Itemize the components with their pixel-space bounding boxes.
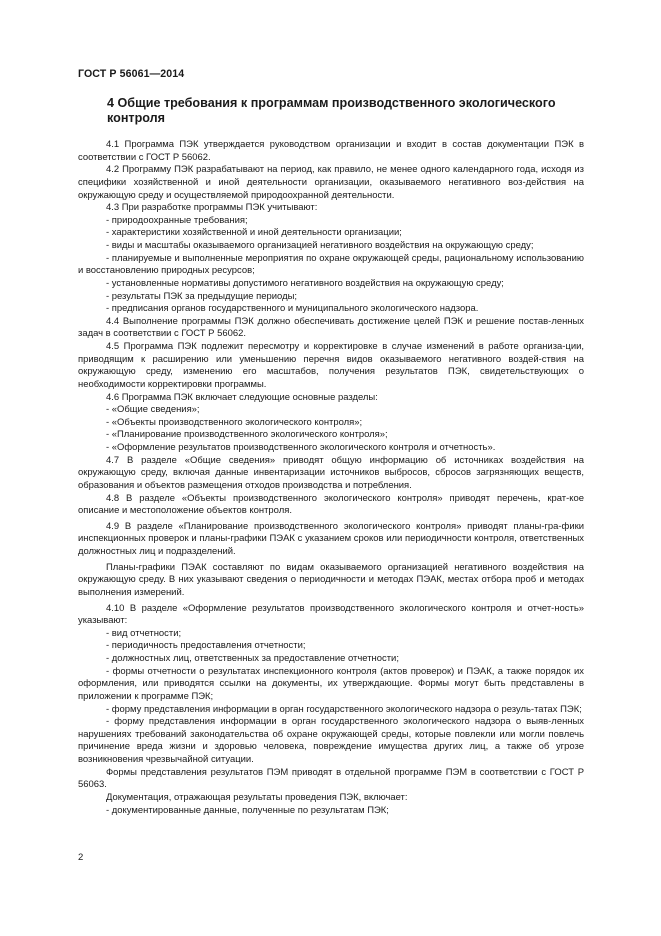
list-item: - планируемые и выполненные мероприятия по охране окружающей среды, рациональному использованию и восстановлению природных ресурсов; <box>78 252 584 277</box>
paragraph-4-2: 4.2 Программу ПЭК разрабатывают на период, как правило, не менее одного календарного года, исходя из специфики хозяйственной и иной деятельности организации, оказываемого негативного воз-действия на окружающую среду и осуществляемой природоохранной деятельности. <box>78 164 584 201</box>
paragraph-4-8: 4.8 В разделе «Объекты производственного экологического контроля» приводят перечень, крат-кое описание и местоположение объектов контроля. <box>78 492 584 517</box>
paragraph-4-9: 4.9 В разделе «Планирование производственного экологического контроля» приводят планы-гра-фики инспекционных проверок и планы-графики ПЭАК с указанием сроков или периодичности контроля, ответственных должностных лиц и подразделений. <box>78 520 584 557</box>
list-item: - формы отчетности о результатах инспекционного контроля (актов проверок) и ПЭАК, а также порядок их оформления, или приводятся ссылки на документы, их утверждающие. Формы могут быть представлены в приложении к программе ПЭК; <box>78 665 584 702</box>
paragraph-4-3: 4.3 При разработке программы ПЭК учитывают: <box>106 202 318 214</box>
list-item: - вид отчетности; <box>106 627 182 639</box>
paragraph-pem-forms: Формы представления результатов ПЭМ приводят в отдельной программе ПЭМ в соответствии с ГОСТ Р 56063. <box>78 766 584 791</box>
paragraph-plans: Планы-графики ПЭАК составляют по видам оказываемого организацией негативного воздействия на окружающую среду. В них указывают сведения о периодичности и методах ПЭАК, местах отбора проб и методах выполнения измерений. <box>78 561 584 598</box>
list-item: - «Общие сведения»; <box>106 404 200 416</box>
list-item: - виды и масштабы оказываемого организацией негативного воздействия на окружающую среду; <box>106 240 534 251</box>
list-item: - форму представления информации в орган государственного экологического надзора о выяв-ленных нарушениях требований законодательства об охране окружающей среды, которые повлекли или могли повлечь причинение вреда жизни и здоровью человека, повреждение имущества других лиц, а также об угрозе возникновения чрезвычайной ситуации. <box>78 716 584 765</box>
paragraph-4-6: 4.6 Программа ПЭК включает следующие основные разделы: <box>106 391 378 403</box>
list-item: - установленные нормативы допустимого негативного воздействия на окружающую среду; <box>106 277 504 289</box>
paragraph-4-7: 4.7 В разделе «Общие сведения» приводят общую информацию об источниках воздействия на окружающую среду, включая данные инвентаризации источников выбросов, сбросов загрязняющих веществ, образования и объектов размещения отходов производства и потребления. <box>78 454 584 491</box>
section-title: 4 Общие требования к программам производственного экологического контроля <box>107 96 556 126</box>
list-item: - должностных лиц, ответственных за предоставление отчетности; <box>106 653 399 664</box>
list-item: - «Планирование производственного экологического контроля»; <box>106 429 388 441</box>
list-item: - результаты ПЭК за предыдущие периоды; <box>106 290 297 302</box>
list-item: - «Оформление результатов производственного экологического контроля и отчетность». <box>106 442 496 453</box>
paragraph-4-10: 4.10 В разделе «Оформление результатов производственного экологического контроля и отчет-ность» указывают: <box>78 602 584 627</box>
paragraph-4-4: 4.4 Выполнение программы ПЭК должно обеспечивать достижение целей ПЭК и решение постав-ленных задач в соответствии с ГОСТ Р 56062. <box>78 315 584 340</box>
list-item: - природоохранные требования; <box>106 214 248 226</box>
list-item: - характеристики хозяйственной и иной деятельности организации; <box>106 227 402 239</box>
list-item: - периодичность предоставления отчетности; <box>106 640 306 652</box>
list-item: - документированные данные, полученные по результатам ПЭК; <box>106 804 389 816</box>
document-body <box>78 139 584 817</box>
paragraph-4-5: 4.5 Программа ПЭК подлежит пересмотру и корректировке в случае изменений в работе организа-ции, приводящим к расширению или уменьшению перечня видов оказываемого негативного воздей-ствия на окружающую среду, изменению его масштабов, получения результатов ПЭК, свидетельствующих о необходимости корректировки программы. <box>78 341 584 390</box>
list-item: - форму представления информации в орган государственного экологического надзора о резуль-татах ПЭК; <box>106 703 582 715</box>
page-number: 2 <box>78 852 84 863</box>
document-header: ГОСТ Р 56061—2014 <box>78 68 185 80</box>
paragraph-documentation: Документация, отражающая результаты проведения ПЭК, включает: <box>106 791 408 803</box>
list-item: - «Объекты производственного экологического контроля»; <box>106 416 363 428</box>
list-item: - предписания органов государственного и муниципального экологического надзора. <box>106 303 479 315</box>
paragraph-4-1: 4.1 Программа ПЭК утверждается руководством организации и входит в состав документации ПЭК в соответствии с ГОСТ Р 56062. <box>78 139 584 163</box>
